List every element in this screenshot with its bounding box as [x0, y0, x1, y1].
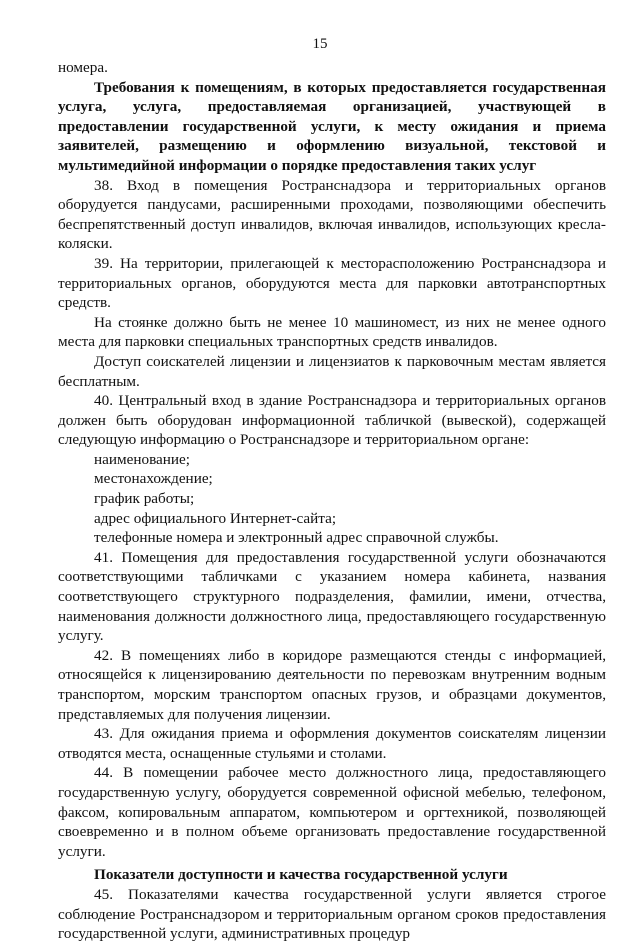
list-item-website: адрес официального Интернет-сайта;	[94, 509, 337, 527]
paragraph-44: 44. В помещении рабочее место должностного лица, предоставляющего государственную услугу, оборудуется современной офисной мебелью, телефоном, факсом, копировальным аппаратом, компьютером и оргтехникой, позволяющей своевременно и в полном объеме организовать предоставление государственной услуги.	[58, 764, 606, 860]
section-heading-quality-indicators: Показатели доступности и качества государственной услуги	[94, 866, 508, 884]
paragraph-38: 38. Вход в помещения Ространснадзора и территориальных органов оборудуется пандусами, расширенными проходами, позволяющими обеспечить беспрепятственный доступ инвалидов, включая инвалидов, использующих кресла-коляски.	[58, 176, 606, 253]
paragraph-39: 39. На территории, прилегающей к месторасположению Ространснадзора и территориальных органов, оборудуются места для парковки автотранспортных средств.	[58, 254, 606, 312]
section-heading-premises-requirements: Требования к помещениям, в которых предоставляется государственная услуга, услуга, предоставляемая организацией, участвующей в предоставлении государственной услуги, к месту ожидания и приема заявителей, размещению и оформлению визуальной, текстовой и мультимедийной информации о порядке предоставления таких услуг	[58, 78, 606, 174]
paragraph-40: 40. Центральный вход в здание Ространснадзора и территориальных органов должен быть оборудован информационной табличкой (вывеской), содержащей следующую информацию о Ространснадзоре и территориальном органе:	[58, 392, 606, 449]
page-content	[58, 58, 606, 944]
paragraph-45: 45. Показателями качества государственной услуги является строгое соблюдение Ространснадзором и территориальным органом сроков предоставления государственной услуги, административных процедур	[58, 885, 606, 943]
list-item-schedule: график работы;	[94, 490, 195, 508]
paragraph-41: 41. Помещения для предоставления государственной услуги обозначаются соответствующими табличками с указанием номера кабинета, названия соответствующего структурного подразделения, фамилии, имени, отчества, наименования должности должностного лица, предоставляющего государственную услугу.	[58, 548, 606, 645]
paragraph-39-parking: На стоянке должно быть не менее 10 машиномест, из них не менее одного места для парковки специальных транспортных средств инвалидов.	[58, 313, 606, 351]
paragraph-43: 43. Для ожидания приема и оформления документов соискателям лицензии отводятся места, оснащенные стульями и столами.	[58, 725, 606, 762]
paragraph-continuation: номера.	[58, 59, 108, 76]
list-item-name: наименование;	[94, 450, 190, 468]
list-item-phones: телефонные номера и электронный адрес справочной службы.	[94, 529, 499, 547]
page-number: 15	[312, 36, 328, 52]
paragraph-42: 42. В помещениях либо в коридоре размещаются стенды с информацией, относящейся к лицензированию деятельности по перевозкам внутренним водным транспортом, морским транспортом опасных грузов, и образцами документов, представляемых для получения лицензии.	[58, 646, 606, 723]
list-item-location: местонахождение;	[94, 470, 213, 488]
paragraph-39-free-access: Доступ соискателей лицензии и лицензиатов к парковочным местам является бесплатным.	[58, 352, 606, 390]
